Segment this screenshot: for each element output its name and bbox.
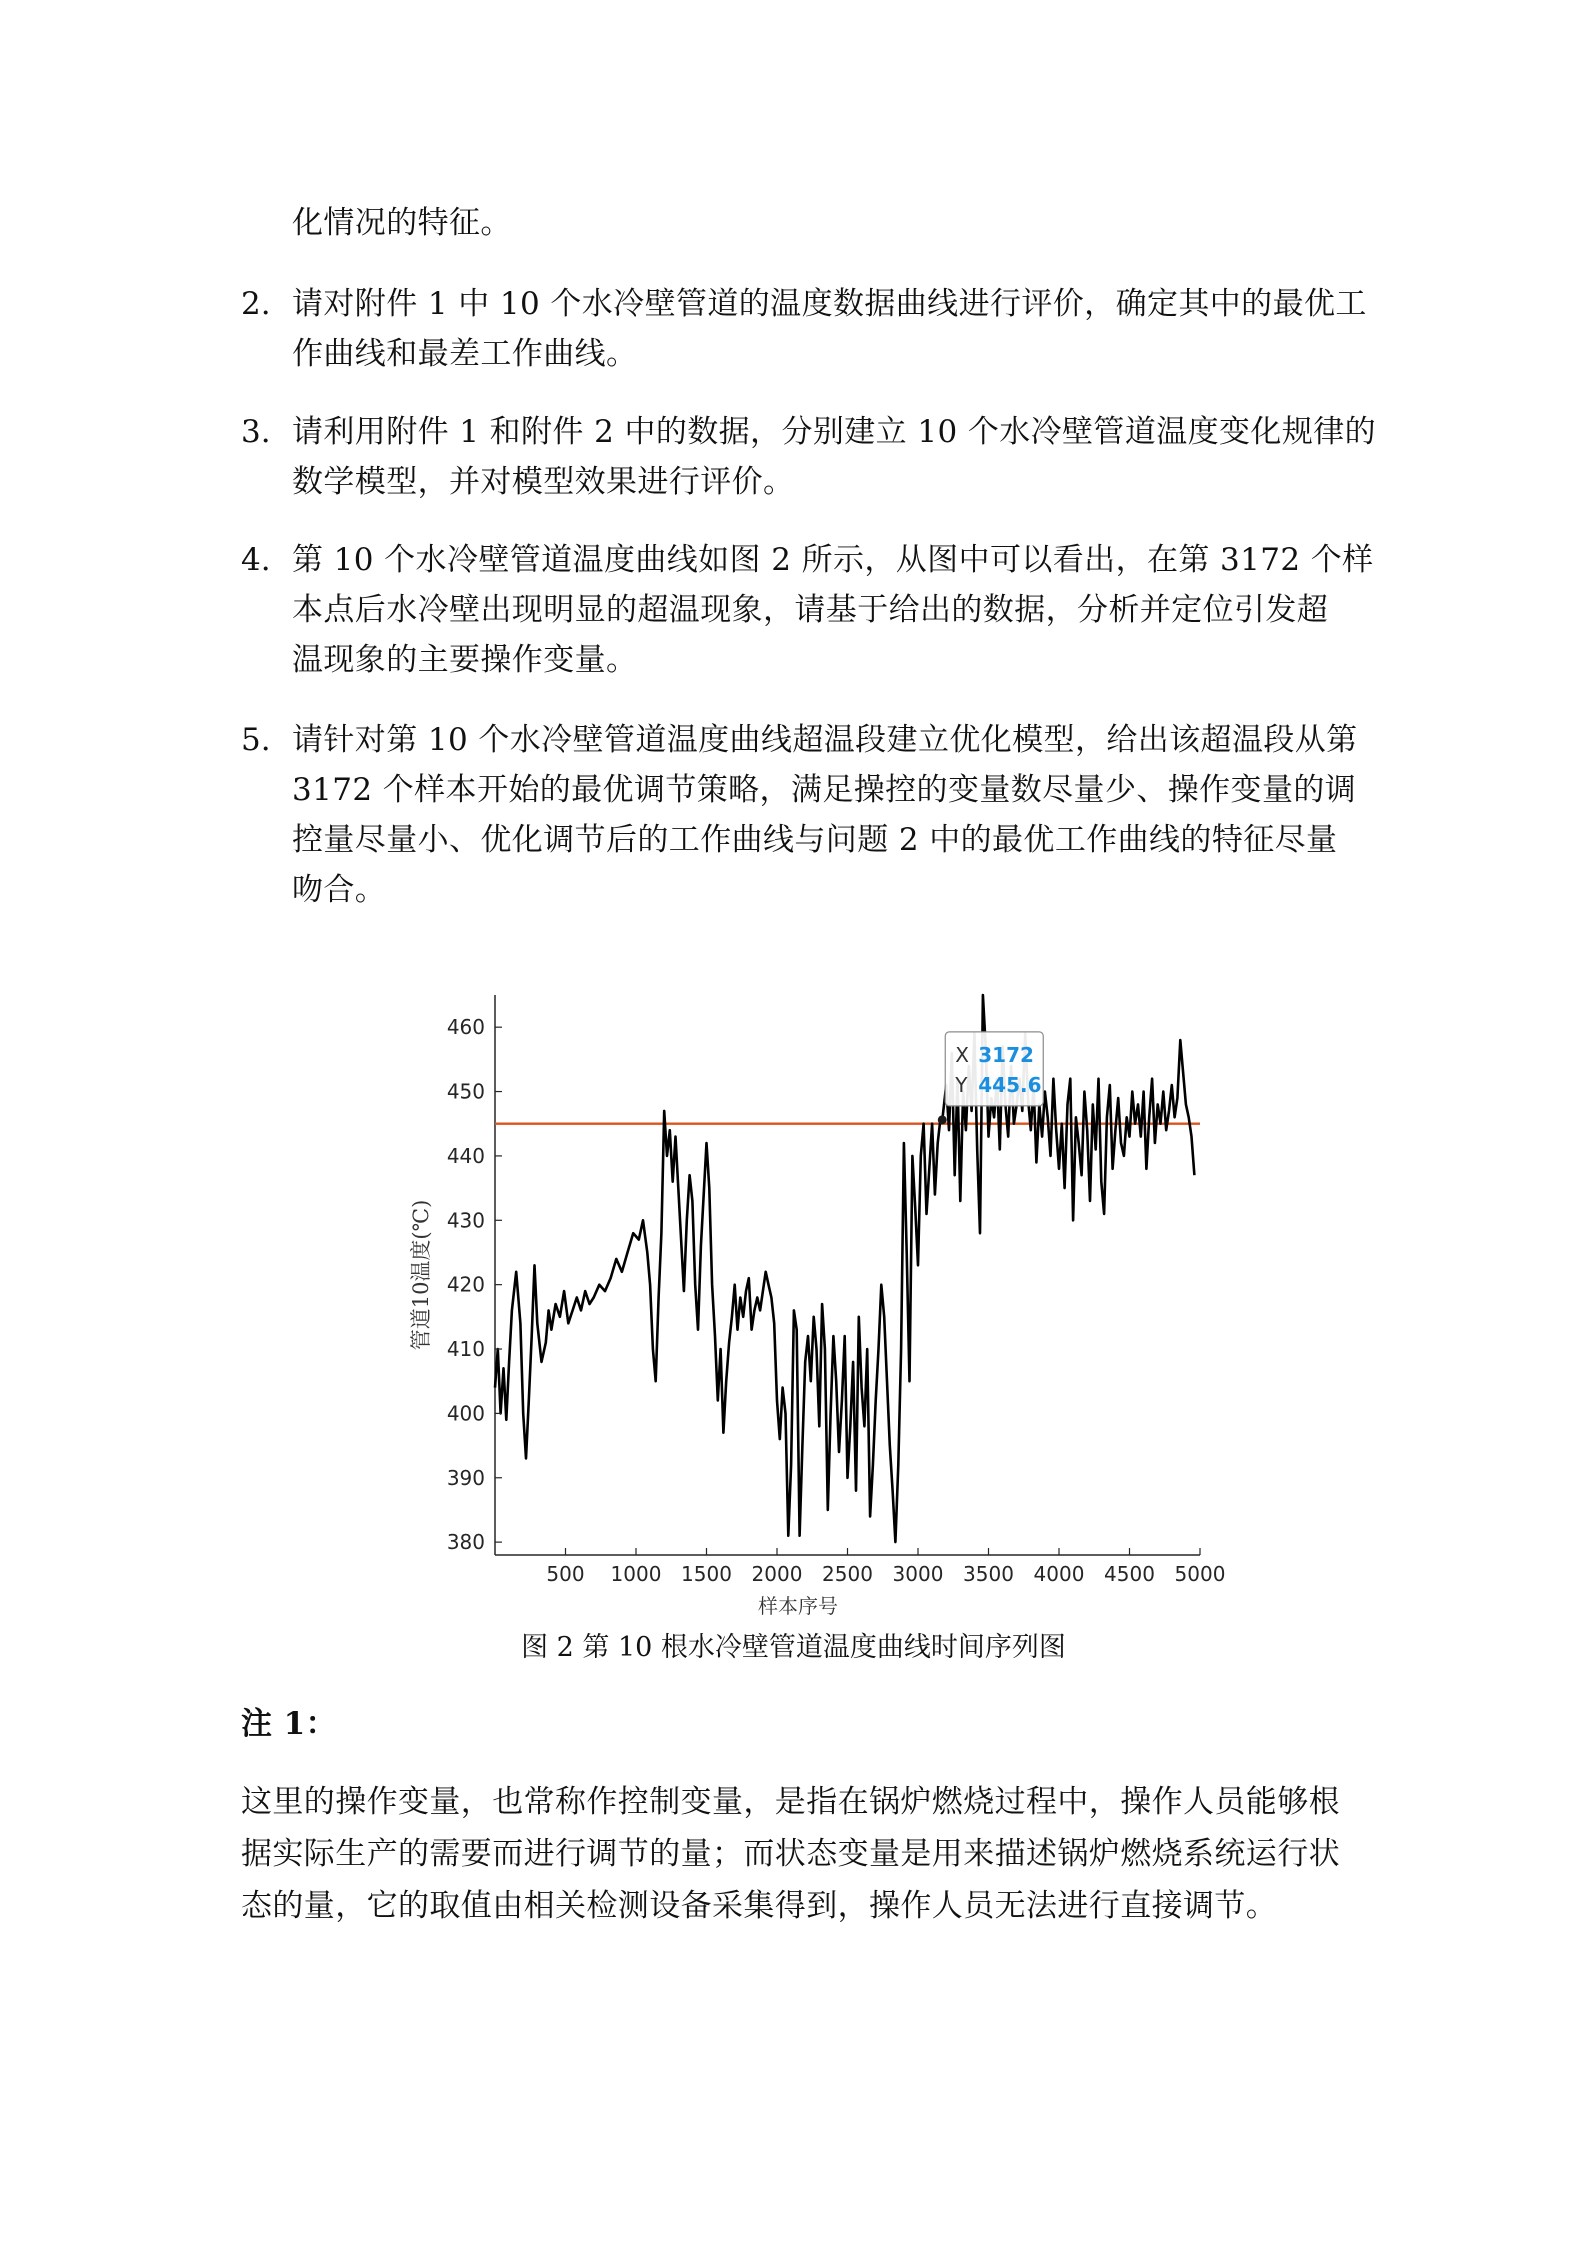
list-number: 4. bbox=[241, 542, 271, 578]
list-item-line: 请对附件 1 中 10 个水冷壁管道的温度数据曲线进行评价，确定其中的最优工 bbox=[292, 286, 1367, 322]
y-tick-label: 420 bbox=[446, 1272, 485, 1297]
datatip-x-label: X bbox=[955, 1042, 969, 1067]
list-item-line: 本点后水冷壁出现明显的超温现象，请基于给出的数据，分析并定位引发超 bbox=[292, 592, 1329, 628]
list-number: 3. bbox=[241, 414, 271, 450]
note-line: 态的量，它的取值由相关检测设备采集得到，操作人员无法进行直接调节。 bbox=[241, 1888, 1278, 1924]
datatip-x-value: 3172 bbox=[978, 1042, 1034, 1067]
datatip-marker bbox=[938, 1115, 947, 1124]
datatip-y-label: Y bbox=[955, 1072, 968, 1097]
list-item-line: 作曲线和最差工作曲线。 bbox=[292, 336, 638, 372]
continuation-text: 化情况的特征。 bbox=[292, 205, 512, 241]
x-tick-label: 1000 bbox=[610, 1562, 662, 1586]
temperature-chart bbox=[380, 975, 1240, 1635]
y-tick-label: 380 bbox=[446, 1530, 485, 1555]
x-tick-label: 4500 bbox=[1104, 1562, 1155, 1586]
y-tick-label: 400 bbox=[446, 1401, 485, 1426]
x-tick-label: 2500 bbox=[822, 1562, 873, 1586]
x-tick-label: 500 bbox=[546, 1562, 585, 1586]
list-item-line: 温现象的主要操作变量。 bbox=[292, 642, 638, 678]
list-item-line: 数学模型，并对模型效果进行评价。 bbox=[292, 464, 795, 500]
y-tick-label: 450 bbox=[446, 1079, 485, 1104]
x-axis-label: 样本序号 bbox=[758, 1594, 838, 1618]
y-tick-label: 410 bbox=[446, 1337, 485, 1362]
figure-caption: 图 2 第 10 根水冷壁管道温度曲线时间序列图 bbox=[521, 1632, 1066, 1663]
x-tick-label: 3500 bbox=[963, 1562, 1014, 1586]
temperature-line bbox=[495, 995, 1194, 1542]
x-tick-label: 5000 bbox=[1174, 1562, 1226, 1586]
list-item-line: 吻合。 bbox=[292, 872, 387, 908]
y-axis-label: 管道10温度(℃) bbox=[409, 1199, 433, 1351]
list-item-line: 3172 个样本开始的最优调节策略，满足操控的变量数尽量少、操作变量的调 bbox=[292, 772, 1357, 808]
y-tick-label: 460 bbox=[446, 1015, 485, 1040]
x-tick-label: 1500 bbox=[681, 1562, 732, 1586]
list-number: 2. bbox=[241, 286, 271, 322]
x-tick-label: 4000 bbox=[1033, 1562, 1085, 1586]
note-line: 据实际生产的需要而进行调节的量；而状态变量是用来描述锅炉燃烧系统运行状 bbox=[241, 1836, 1340, 1872]
note-title: 注 1： bbox=[241, 1706, 337, 1742]
y-tick-label: 440 bbox=[446, 1143, 485, 1168]
list-number: 5. bbox=[241, 722, 271, 758]
x-tick-label: 3000 bbox=[892, 1562, 944, 1586]
datatip-y-value: 445.6 bbox=[978, 1072, 1042, 1097]
x-tick-label: 2000 bbox=[751, 1562, 803, 1586]
list-item-line: 请针对第 10 个水冷壁管道温度曲线超温段建立优化模型，给出该超温段从第 bbox=[292, 722, 1358, 758]
list-item-line: 请利用附件 1 和附件 2 中的数据，分别建立 10 个水冷壁管道温度变化规律的 bbox=[292, 414, 1377, 450]
list-item-line: 控量尽量小、优化调节后的工作曲线与问题 2 中的最优工作曲线的特征尽量 bbox=[292, 822, 1338, 858]
note-line: 这里的操作变量，也常称作控制变量，是指在锅炉燃烧过程中，操作人员能够根 bbox=[241, 1784, 1340, 1820]
y-tick-label: 390 bbox=[446, 1465, 485, 1490]
list-item-line: 第 10 个水冷壁管道温度曲线如图 2 所示，从图中可以看出，在第 3172 个样 bbox=[292, 542, 1374, 578]
y-tick-label: 430 bbox=[446, 1208, 485, 1233]
